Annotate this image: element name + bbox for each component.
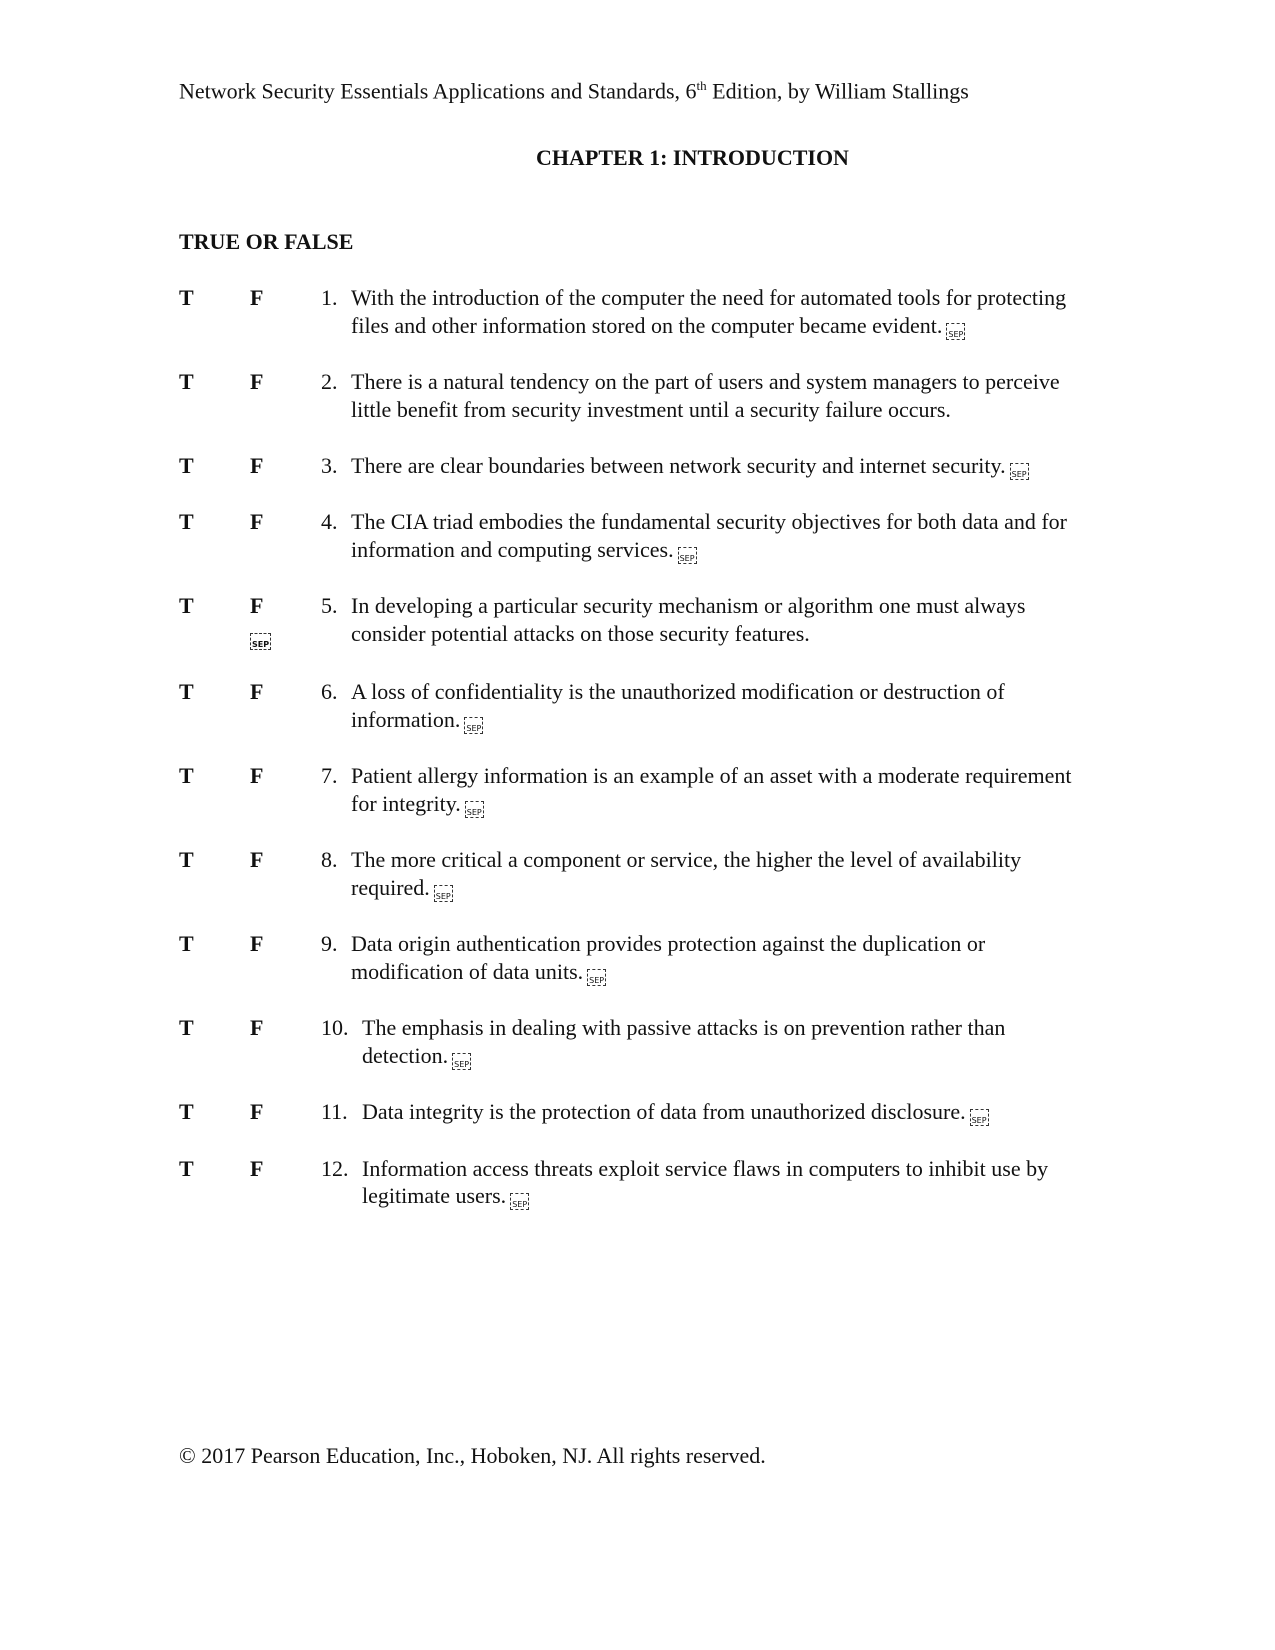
header-title: Network Security Essentials Applications and Standards, 6 [179, 78, 697, 104]
question-number: 12. [321, 1155, 349, 1181]
false-label: F [250, 763, 264, 788]
question-number: 8. [321, 847, 338, 872]
question-text: In developing a particular security mechanism or algorithm one must always consider potential attacks on those security features. [351, 593, 1026, 646]
sep-marker-icon: SEP [678, 547, 697, 564]
question [321, 846, 1079, 902]
false-label: F [250, 1155, 264, 1181]
header-title-rest: Edition, by William Stallings [706, 78, 969, 104]
sep-marker-icon: SEP [970, 1109, 989, 1126]
section-title: TRUE OR FALSE [179, 229, 354, 254]
sep-marker-icon: SEP [1010, 463, 1029, 480]
true-option[interactable]: T [179, 593, 194, 618]
question-text-wrap [351, 508, 1079, 564]
question-number: 6. [321, 679, 338, 704]
true-option[interactable]: T [179, 1099, 194, 1124]
false-label: F [250, 1099, 264, 1124]
question-text-wrap [351, 592, 1079, 650]
true-option[interactable]: T [179, 285, 194, 310]
false-option[interactable] [250, 1098, 321, 1126]
false-label: F [250, 593, 264, 618]
true-option[interactable]: T [179, 1015, 194, 1040]
question [321, 368, 1079, 423]
question-item [179, 1098, 1079, 1126]
question-item [179, 1014, 1079, 1070]
question-text: Patient allergy information is an example of an asset with a moderate requirement for integrity. [351, 763, 1072, 816]
question-number: 3. [321, 452, 338, 478]
question-text: The CIA triad embodies the fundamental security objectives for both data and for information and computing services. [351, 509, 1067, 562]
question-text: A loss of confidentiality is the unauthorized modification or destruction of information. [351, 679, 1005, 732]
question-item [179, 284, 1079, 340]
false-option[interactable] [250, 846, 321, 902]
question-text-wrap [351, 678, 1079, 734]
document-header [179, 72, 999, 104]
true-option[interactable]: T [179, 679, 194, 704]
question-text: There are clear boundaries between network security and internet security. [351, 452, 1006, 478]
false-label: F [250, 847, 264, 872]
question-text: Data integrity is the protection of data from unauthorized disclosure. [362, 1099, 966, 1124]
question-item [179, 762, 1079, 818]
sep-marker-icon: SEP [452, 1053, 471, 1070]
true-option[interactable]: T [179, 931, 194, 956]
question [321, 1098, 1079, 1126]
question [321, 452, 1079, 480]
question [321, 1014, 1079, 1070]
sep-marker-icon: SEP [250, 633, 271, 650]
question-text: There is a natural tendency on the part of users and system managers to perceive little benefit from security investment until a security failure occurs. [351, 369, 1060, 422]
question-text-wrap [362, 1098, 1079, 1126]
question-item [179, 508, 1079, 564]
question-number: 1. [321, 285, 338, 310]
question-item [179, 1155, 1079, 1211]
question-text: Information access threats exploit service flaws in computers to inhibit use by legitimate users. [362, 1155, 1049, 1208]
sep-marker-icon: SEP [464, 717, 483, 734]
false-option[interactable] [250, 1014, 321, 1070]
question-item [179, 846, 1079, 902]
header-sup: th [696, 78, 707, 93]
false-option[interactable] [250, 678, 321, 734]
question-number: 9. [321, 931, 338, 956]
true-option[interactable]: T [179, 509, 194, 534]
false-option[interactable] [250, 930, 321, 986]
false-option[interactable] [250, 592, 321, 650]
sep-marker-icon: SEP [946, 323, 965, 340]
false-label: F [250, 285, 264, 310]
false-option[interactable] [250, 284, 321, 340]
question-text: The more critical a component or service, the higher the level of availability required. [351, 847, 1022, 900]
false-option[interactable] [250, 452, 321, 480]
sep-marker-icon: SEP [465, 801, 484, 818]
sep-marker-icon: SEP [434, 885, 453, 902]
question-text-wrap [362, 1155, 1079, 1211]
question-text-wrap [362, 1014, 1079, 1070]
question-item [179, 930, 1079, 986]
chapter-title: CHAPTER 1: INTRODUCTION [536, 145, 849, 170]
question-text-wrap [351, 452, 1079, 480]
true-option[interactable]: T [179, 1155, 194, 1181]
question-number: 7. [321, 763, 338, 788]
sep-marker-icon: SEP [587, 969, 606, 986]
question [321, 762, 1079, 818]
question-number: 11. [321, 1099, 348, 1124]
question-text: With the introduction of the computer the need for automated tools for protecting files and other information stored on the computer became evident. [351, 285, 1067, 338]
question-item [179, 452, 1079, 480]
question-number: 10. [321, 1015, 349, 1040]
question-text-wrap [351, 368, 1079, 423]
false-option[interactable] [250, 368, 321, 423]
false-label: F [250, 931, 264, 956]
false-label: F [250, 509, 264, 534]
question-number: 4. [321, 509, 338, 534]
question-text: The emphasis in dealing with passive attacks is on prevention rather than detection. [362, 1015, 1006, 1068]
question-text-wrap [351, 284, 1079, 340]
question-item [179, 678, 1079, 734]
question-number: 5. [321, 593, 338, 618]
question [321, 678, 1079, 734]
question-list [179, 284, 1079, 1239]
false-option[interactable] [250, 508, 321, 564]
question-text-wrap [351, 846, 1079, 902]
question-item [179, 368, 1079, 423]
question [321, 930, 1079, 986]
question [321, 592, 1079, 650]
question [321, 1155, 1079, 1211]
question-item [179, 592, 1079, 650]
question-text: Data origin authentication provides protection against the duplication or modification of data units. [351, 931, 986, 984]
true-option[interactable]: T [179, 369, 194, 394]
copyright-footer: © 2017 Pearson Education, Inc., Hoboken, NJ. All rights reserved. [179, 1443, 766, 1468]
false-label: F [250, 369, 264, 394]
false-label: F [250, 1015, 264, 1040]
false-option[interactable] [250, 1155, 321, 1211]
true-option[interactable]: T [179, 452, 194, 478]
false-label: F [250, 679, 264, 704]
false-option[interactable] [250, 762, 321, 818]
question-number: 2. [321, 369, 338, 394]
question-text-wrap [351, 762, 1079, 818]
question [321, 284, 1079, 340]
sep-marker-icon: SEP [510, 1193, 529, 1210]
question [321, 508, 1079, 564]
false-label: F [250, 452, 264, 478]
question-text-wrap [351, 930, 1079, 986]
true-option[interactable]: T [179, 847, 194, 872]
true-option[interactable]: T [179, 763, 194, 788]
